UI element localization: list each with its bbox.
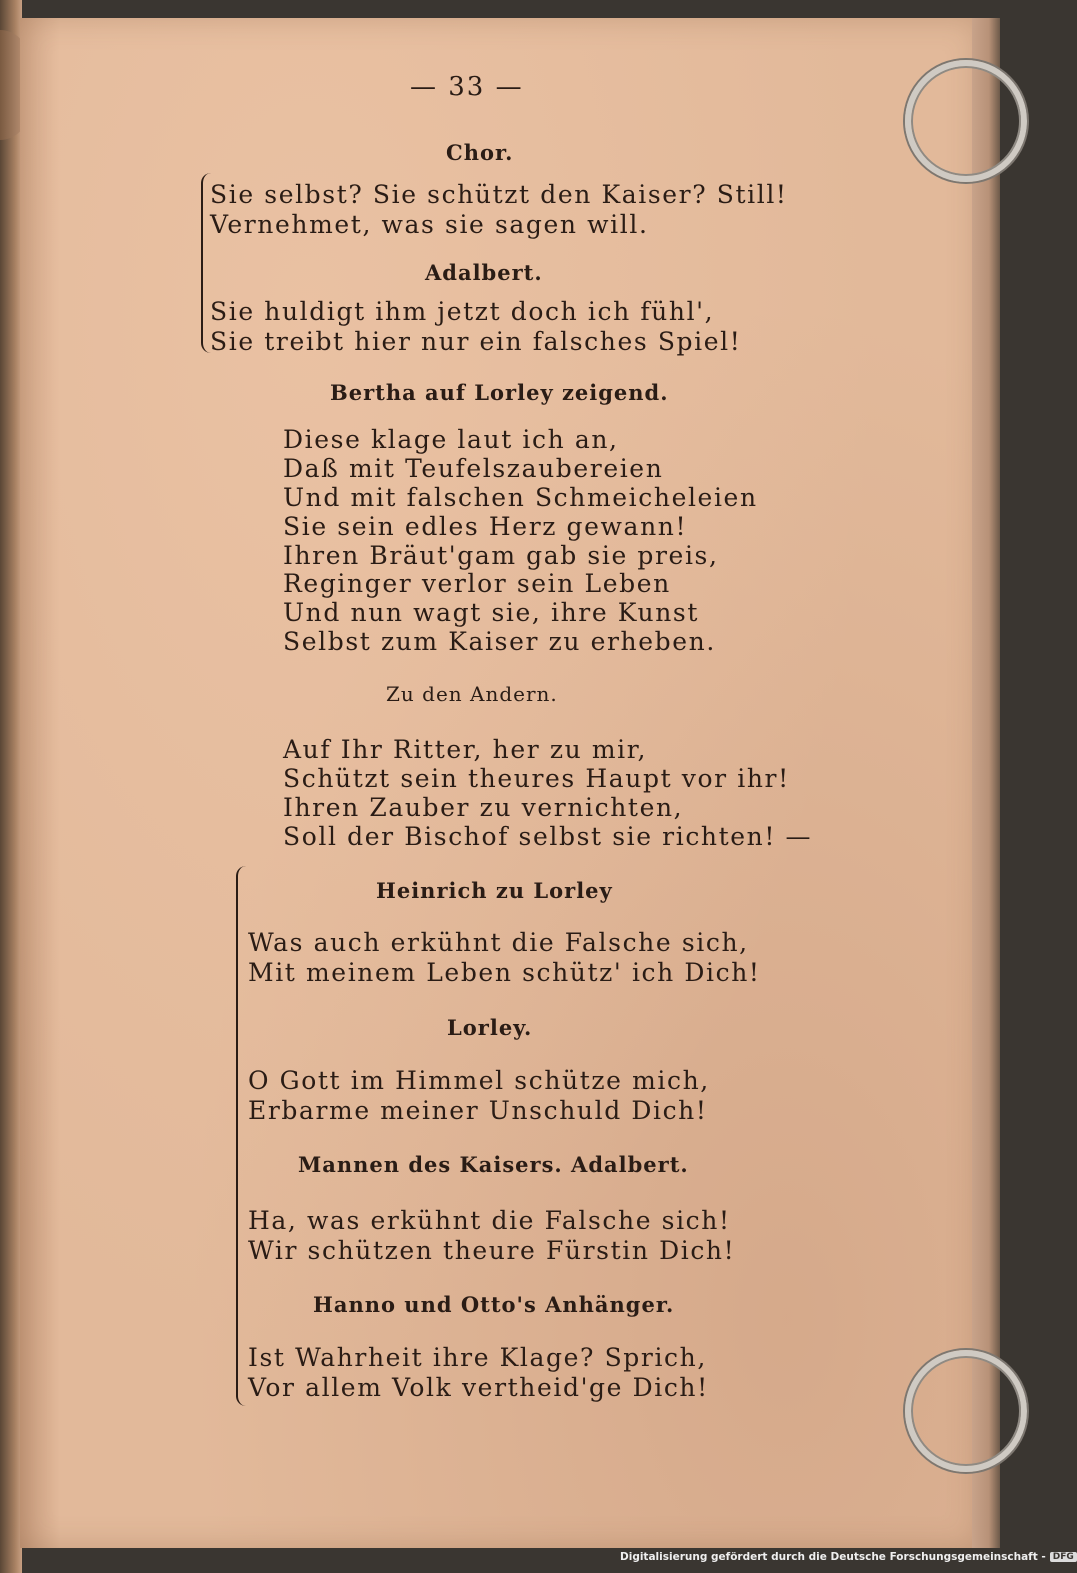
verse-line: Sie treibt hier nur ein falsches Spiel! xyxy=(210,327,742,356)
binder-ring-top xyxy=(905,60,1027,182)
speaker-heading: Chor. xyxy=(446,140,514,165)
speaker-heading: Bertha auf Lorley zeigend. xyxy=(330,380,669,405)
speaker-heading: Lorley. xyxy=(447,1015,533,1040)
verse-line: Und nun wagt sie, ihre Kunst xyxy=(283,598,699,627)
verse-line: Wir schützen theure Fürstin Dich! xyxy=(248,1236,736,1265)
verse-line: Ihren Bräut'gam gab sie preis, xyxy=(283,541,719,570)
verse-line: Und mit falschen Schmeicheleien xyxy=(283,483,758,512)
page-edge xyxy=(972,18,1000,1548)
verse-line: Daß mit Teufelszaubereien xyxy=(283,454,664,483)
speaker-heading: Adalbert. xyxy=(425,260,543,285)
speaker-heading: Heinrich zu Lorley xyxy=(376,878,613,903)
verse-line: Auf Ihr Ritter, her zu mir, xyxy=(283,735,648,764)
verse-line: Was auch erkühnt die Falsche sich, xyxy=(248,928,749,957)
verse-line: Ist Wahrheit ihre Klage? Sprich, xyxy=(248,1343,707,1372)
verse-line: Sie selbst? Sie schützt den Kaiser? Still! xyxy=(210,180,788,209)
binder-ring-bottom xyxy=(905,1350,1027,1472)
verse-line: Diese klage laut ich an, xyxy=(283,425,619,454)
speaker-heading: Hanno und Otto's Anhänger. xyxy=(313,1292,675,1317)
verse-line: Erbarme meiner Unschuld Dich! xyxy=(248,1096,708,1125)
dfg-logo: DFG xyxy=(1050,1552,1077,1562)
verse-line: Vor allem Volk vertheid'ge Dich! xyxy=(248,1373,709,1402)
verse-line: Ha, was erkühnt die Falsche sich! xyxy=(248,1206,731,1235)
verse-line: Sie huldigt ihm jetzt doch ich fühl', xyxy=(210,297,715,326)
verse-line: Schützt sein theures Haupt vor ihr! xyxy=(283,764,790,793)
digitization-credit xyxy=(620,1551,1077,1563)
verse-line: O Gott im Himmel schütze mich, xyxy=(248,1066,710,1095)
page-number: — 33 — xyxy=(410,72,524,102)
stage-direction: Zu den Andern. xyxy=(386,682,558,706)
verse-line: Vernehmet, was sie sagen will. xyxy=(210,210,649,239)
credit-text: Digitalisierung gefördert durch die Deutsche Forschungsgemeinschaft - xyxy=(620,1551,1046,1563)
verse-line: Mit meinem Leben schütz' ich Dich! xyxy=(248,958,761,987)
book-gutter xyxy=(0,0,22,1573)
verse-line: Reginger verlor sein Leben xyxy=(283,569,671,598)
verse-line: Sie sein edles Herz gewann! xyxy=(283,512,688,541)
brace-left xyxy=(236,866,248,1406)
speaker-heading: Mannen des Kaisers. Adalbert. xyxy=(298,1152,689,1177)
verse-line: Soll der Bischof selbst sie richten! — xyxy=(283,822,813,851)
verse-line: Ihren Zauber zu vernichten, xyxy=(283,793,684,822)
verse-line: Selbst zum Kaiser zu erheben. xyxy=(283,627,716,656)
